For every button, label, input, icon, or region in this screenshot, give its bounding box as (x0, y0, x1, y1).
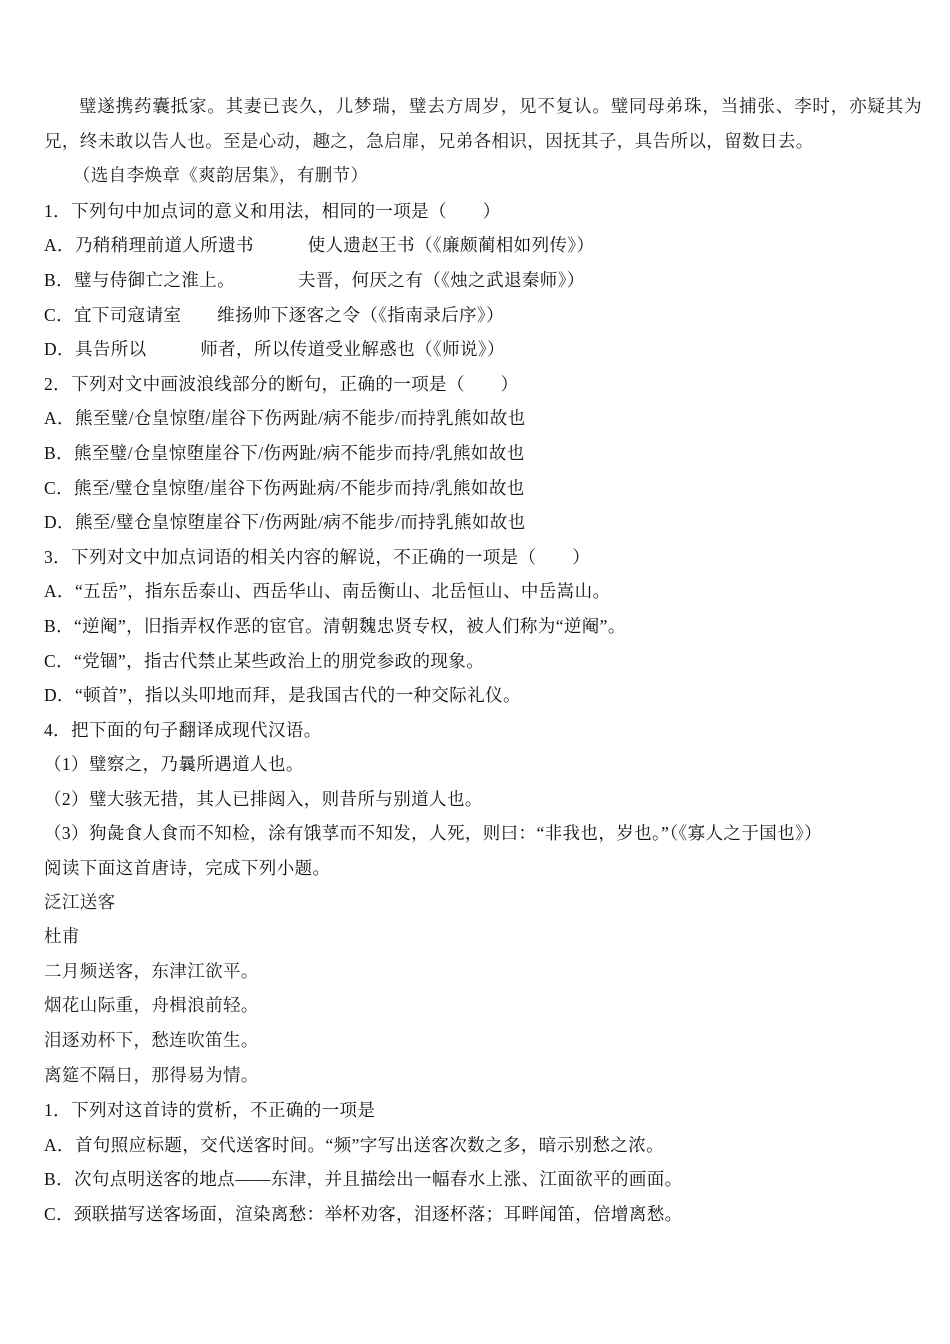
poem-question-option-c: C．颈联描写送客场面，渲染离愁：举杯劝客，泪逐杯落；耳畔闻笛，倍增离愁。 (44, 1204, 683, 1224)
passage-source: （选自李焕章《爽韵居集》，有删节） (72, 166, 369, 187)
question-2-option-b: B．熊至璧/仓皇惊堕崖谷下/伤两趾/病不能步而持/乳熊如故也 (44, 442, 525, 463)
question-1-option-a: A．乃稍稍理前道人所遗书 使人遗赵王书（《廉颇蔺相如列传》） (44, 235, 595, 256)
question-2-stem: 2．下列对文中画波浪线部分的断句，正确的一项是（ ） (44, 373, 519, 394)
question-1-stem: 1．下列句中加点词的意义和用法，相同的一项是（ ） (44, 200, 501, 221)
poem-question-stem: 1．下列对这首诗的赏析，不正确的一项是 (44, 1100, 376, 1121)
poem-line-2: 烟花山际重，舟楫浪前轻。 (44, 996, 259, 1017)
question-3-option-d: D．“顿首”，指以头叩地而拜，是我国古代的一种交际礼仪。 (44, 685, 521, 706)
question-4-stem: 4．把下面的句子翻译成现代汉语。 (44, 719, 322, 740)
question-3-option-c: C．“党锢”，指古代禁止某些政治上的朋党参政的现象。 (44, 650, 485, 671)
question-3-option-b: B．“逆阉”，旧指弄权作恶的宦官。清朝魏忠贤专权，被人们称为“逆阉”。 (44, 615, 626, 636)
question-2-option-a: A．熊至璧/仓皇惊堕/崖谷下伤两趾/病不能步/而持乳熊如故也 (44, 408, 526, 429)
question-1-option-c: C．宜下司寇请室 维扬帅下逐客之令（《指南录后序》） (44, 304, 504, 325)
poem-author: 杜甫 (44, 927, 80, 948)
passage-paragraph: 璧遂携药囊抵家。其妻已丧久，儿梦瑞，璧去方周岁，见不复认。璧同母弟珠，当捕张、李时，亦疑其为兄，终未敢以告人也。至是心动，趣之，急启扉，兄弟各相识，因抚其子，具告所以，留数日去。 (44, 97, 922, 152)
poem-line-4: 离筵不隔日，那得易为情。 (44, 1065, 259, 1086)
question-4-sentence-3: （3）狗彘食人食而不知检，涂有饿莩而不知发，人死，则曰：“非我也，岁也。”（《寡人之于国也》） (44, 823, 823, 844)
poem-title: 泛江送客 (44, 892, 116, 913)
question-4-sentence-2: （2）璧大骇无措，其人已排闼入，则昔所与别道人也。 (44, 788, 483, 809)
poem-question-option-b: B．次句点明送客的地点——东津，并且描绘出一幅春水上涨、江面欲平的画面。 (44, 1169, 683, 1190)
question-4-sentence-1: （1）璧察之，乃曩所遇道人也。 (44, 754, 304, 775)
poem-question-option-a: A．首句照应标题，交代送客时间。“频”字写出送客次数之多，暗示别愁之浓。 (44, 1134, 665, 1155)
question-3-option-a: A．“五岳”，指东岳泰山、西岳华山、南岳衡山、北岳恒山、中岳嵩山。 (44, 581, 611, 602)
question-3-stem: 3．下列对文中加点词语的相关内容的解说，不正确的一项是（ ） (44, 546, 591, 567)
question-1-option-d: D．具告所以 师者，所以传道受业解惑也（《师说》） (44, 339, 505, 360)
question-2-option-d: D．熊至/璧仓皇惊堕崖谷下/伤两趾/病不能步/而持乳熊如故也 (44, 512, 526, 533)
poem-line-3: 泪逐劝杯下，愁连吹笛生。 (44, 1031, 259, 1052)
question-2-option-c: C．熊至/璧仓皇惊堕/崖谷下伤两趾病/不能步而持/乳熊如故也 (44, 477, 525, 498)
poem-line-1: 二月频送客，东津江欲平。 (44, 961, 259, 982)
exam-document-page (44, 90, 922, 1232)
poem-section-intro: 阅读下面这首唐诗，完成下列小题。 (44, 858, 331, 879)
question-1-option-b: B．璧与侍御亡之淮上。 夫晋，何厌之有（《烛之武退秦师》） (44, 269, 585, 290)
